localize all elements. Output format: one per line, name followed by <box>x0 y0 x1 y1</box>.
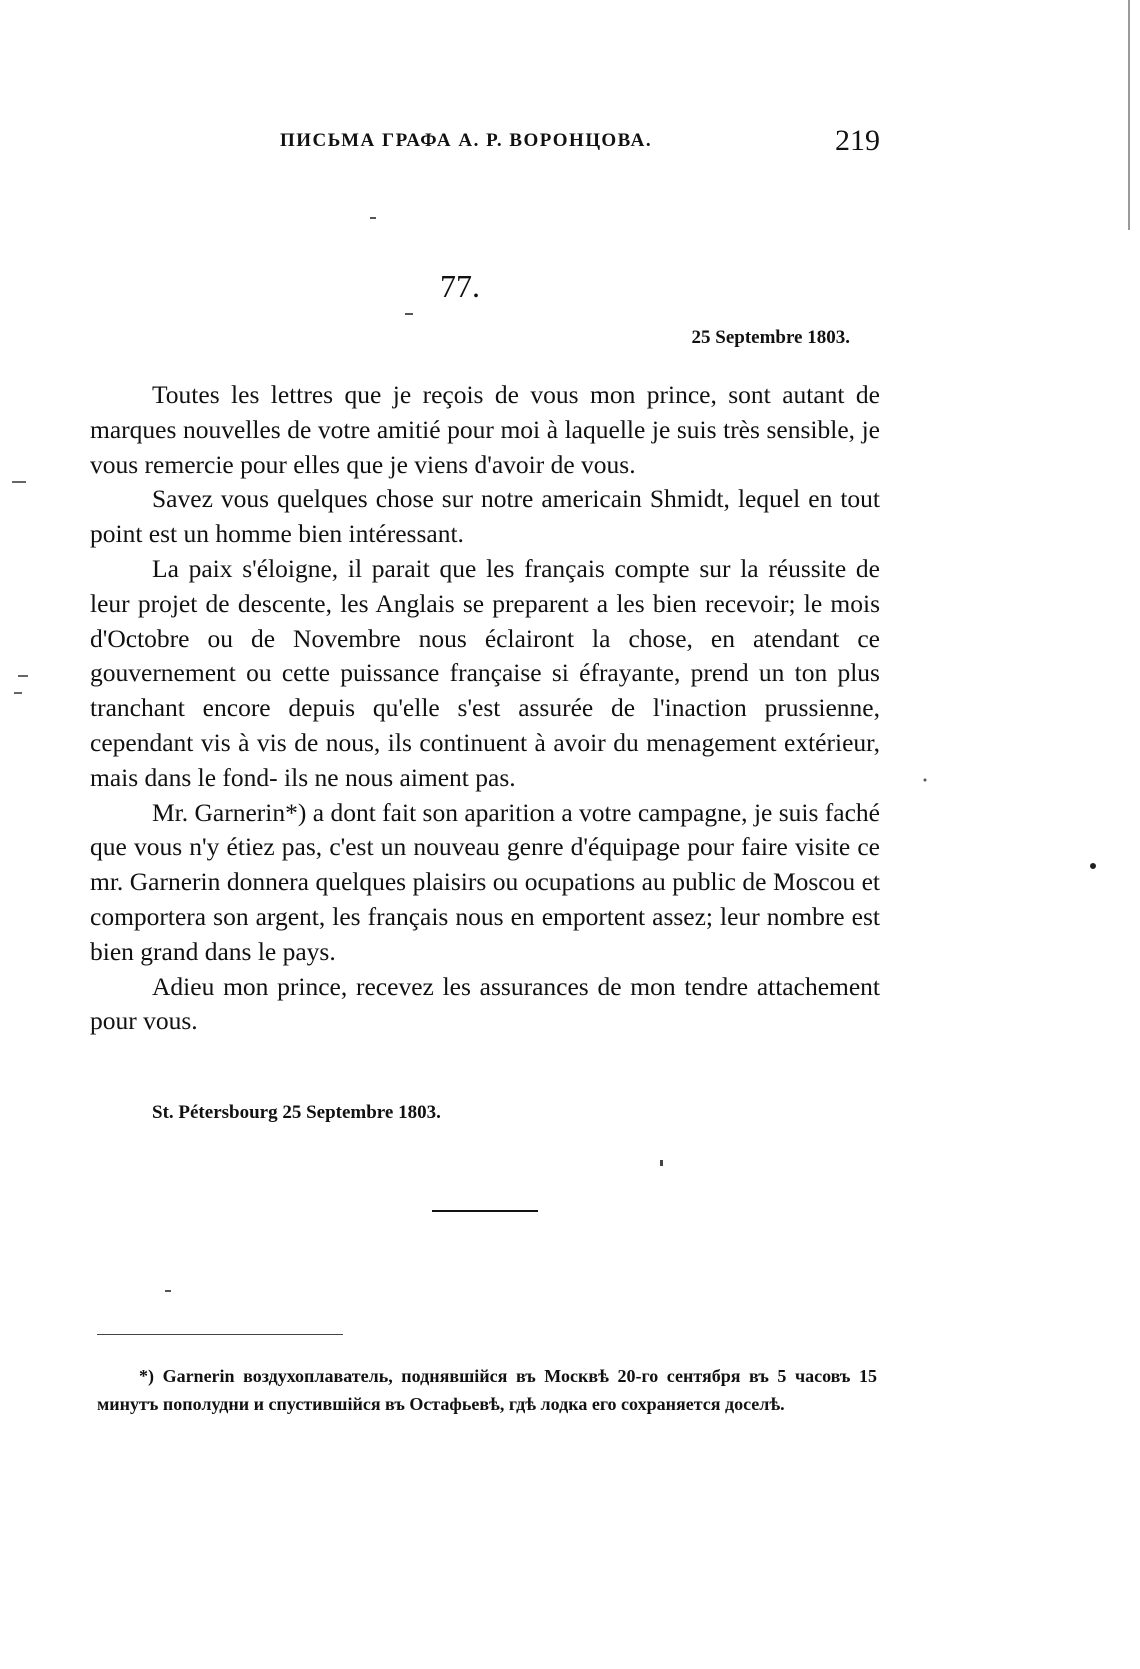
speck <box>1090 863 1096 869</box>
running-head: ПИСЬМА ГРАФА А. Р. ВОРОНЦОВА. <box>280 130 653 151</box>
speck <box>18 675 28 677</box>
speck <box>12 481 26 483</box>
paragraph-5: Adieu mon prince, recevez les assurances de mon tendre attachement pour vous. <box>90 971 880 1036</box>
paragraph-1: Toutes les lettres que je reçois de vous mon prince, sont autant de marques nouvelles de votre amitié pour moi à laquelle je suis très sensible, je vous remercie pour elles que je viens d'avoir de vous. <box>90 380 880 479</box>
letter-date: 25 Septembre 1803. <box>691 327 850 348</box>
speck <box>660 1160 663 1166</box>
speck <box>14 692 22 694</box>
letter-number: 77. <box>440 268 480 304</box>
speck <box>924 779 927 782</box>
footnote-rule <box>97 1334 343 1335</box>
signoff: St. Pétersbourg 25 Septembre 1803. <box>152 1102 441 1123</box>
footnote: *) Garnerin воздухоплаватель, поднявшійся въ Москвѣ 20-го сентября въ 5 часовъ 15 минутъ пополудни и спустившійся въ Остафьевѣ, гдѣ лодка его сохраняется доселѣ. <box>97 1366 877 1414</box>
paragraph-4: Mr. Garnerin*) a dont fait son aparition a votre campagne, je suis faché que vous n'y étiez pas, c'est un nouveau genre d'équipage pour faire visite ce mr. Garnerin donnera quelques plaisirs ou ocupations au public de Moscou et comportera son argent, les français nous en emportent assez; leur nombre est bien grand dans le pays. <box>90 797 880 966</box>
page-edge-rule <box>1128 0 1130 230</box>
speck <box>370 217 376 219</box>
letter-body <box>90 378 880 1039</box>
speck <box>165 1290 171 1292</box>
paragraph-3: La paix s'éloigne, il parait que les français compte sur la réussite de leur projet de descente, les Anglais se preparent a les bien recevoir; le mois d'Octobre ou de Novembre nous éclairont la chose, en atendant ce gouvernement ou cette puissance française si éfrayante, prend un ton plus tranchant encore depuis qu'elle s'est assurée de l'inaction prussienne, cependant vis à vis de nous, ils continuent à avoir du menagement extérieur, mais dans le fond- ils ne nous aiment pas. <box>90 553 880 792</box>
page-number: 219 <box>835 124 880 157</box>
end-rule <box>432 1210 538 1212</box>
paragraph-2: Savez vous quelques chose sur notre americain Shmidt, lequel en tout point est un homme bien intéressant. <box>90 484 880 549</box>
speck <box>405 313 413 315</box>
page-header <box>280 124 880 164</box>
